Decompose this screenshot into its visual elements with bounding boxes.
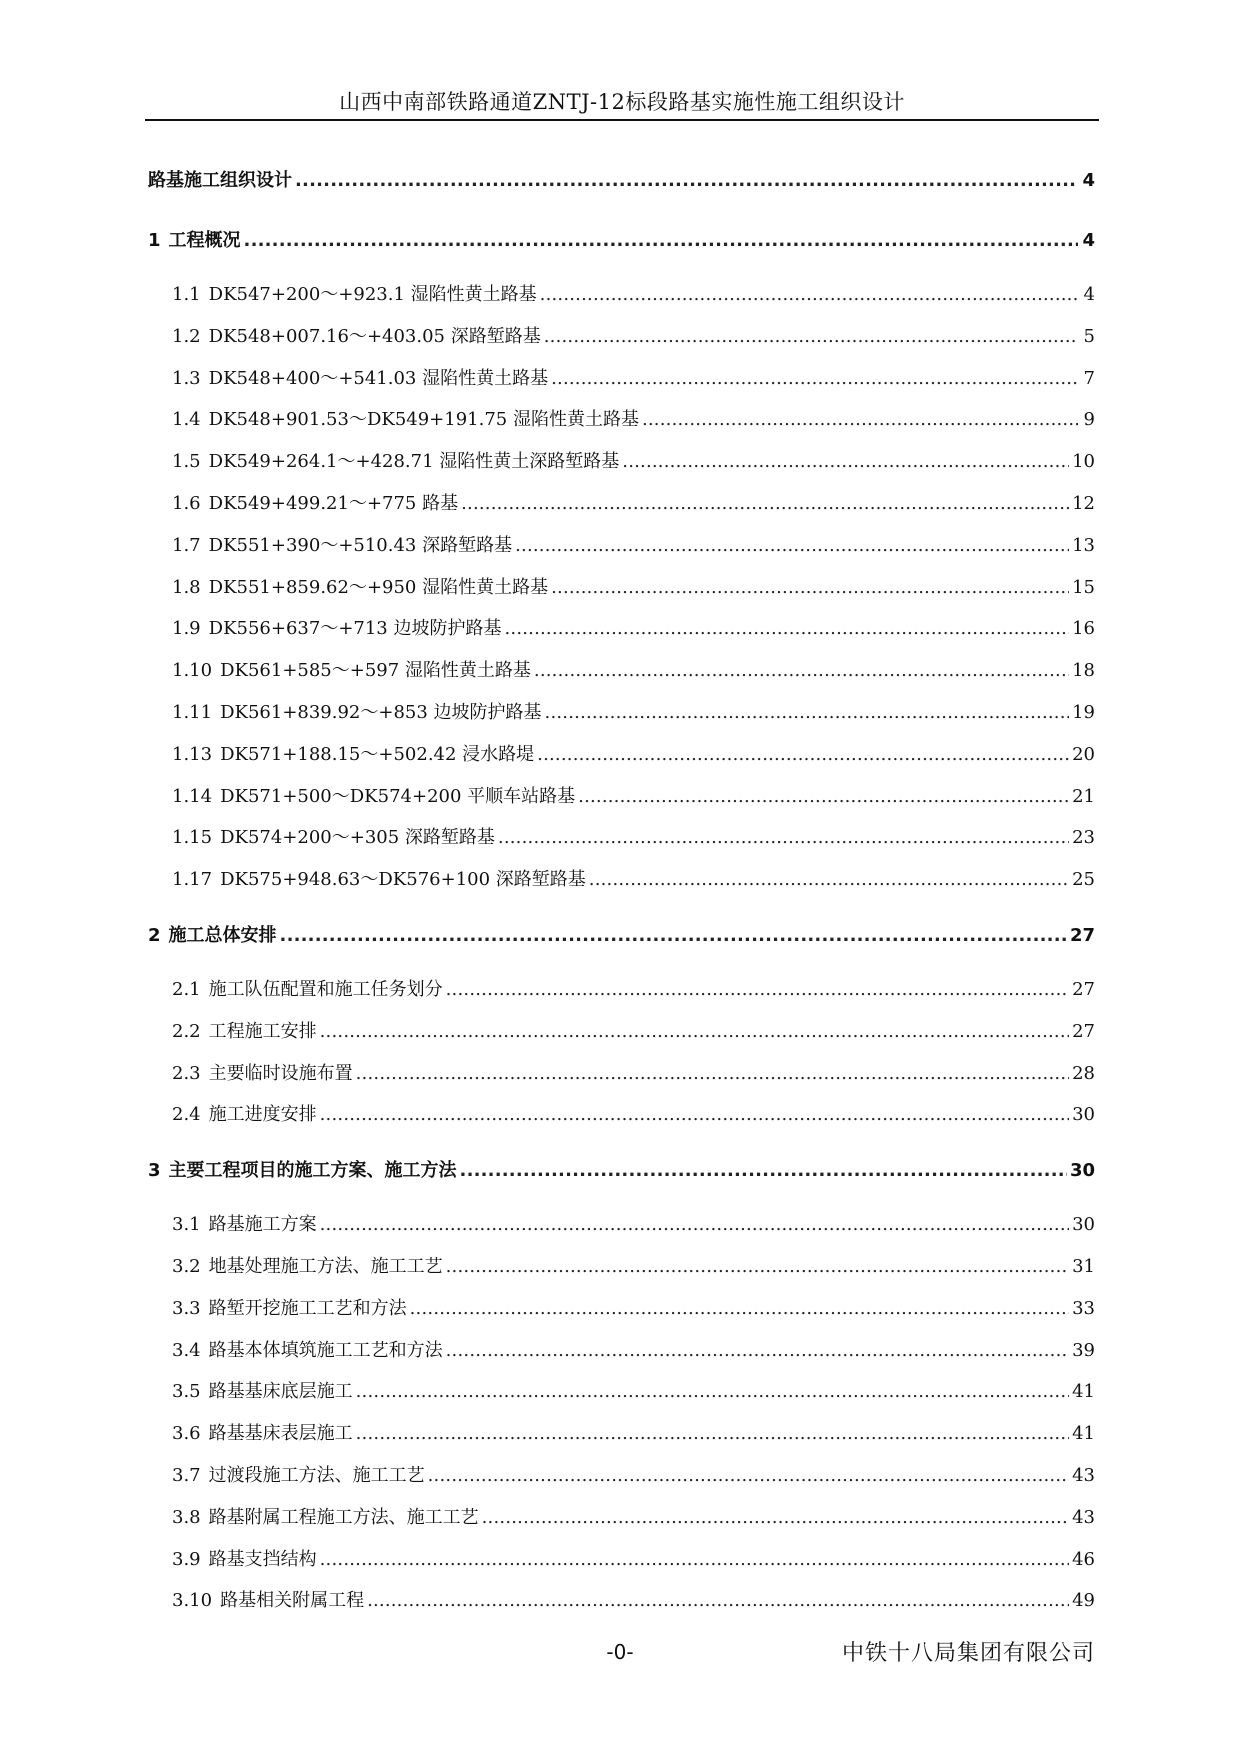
toc-section-entry[interactable]: [148, 1336, 1095, 1378]
toc-entry-title: 路堑开挖施工工艺和方法: [208, 1297, 407, 1319]
toc-dot-leader: [280, 925, 1067, 946]
toc-entry-number: 3.10: [172, 1590, 213, 1612]
toc-entry-number: 1.14: [172, 785, 213, 807]
toc-section-entry[interactable]: [148, 447, 1095, 489]
toc-entry-number: 3.1: [172, 1214, 201, 1236]
toc-dot-leader: [410, 1298, 1069, 1319]
toc-dot-leader: [482, 1507, 1069, 1528]
toc-entry-title: DK561+585～+597 湿陷性黄土路基: [220, 660, 531, 682]
toc-dot-leader: [446, 1340, 1069, 1361]
toc-dot-leader: [589, 869, 1069, 890]
toc-entry-number: 1.1: [172, 284, 201, 305]
toc-entry-title: DK551+859.62～+950 湿陷性黄土路基: [208, 576, 549, 598]
toc-entry-title: 工程概况: [168, 230, 241, 251]
toc-entry-number: 2.3: [172, 1062, 201, 1084]
toc-entry-title: 施工进度安排: [208, 1104, 317, 1126]
toc-entry-page: 4: [1083, 284, 1095, 305]
toc-entry-title: DK549+499.21～+775 路基: [208, 492, 459, 514]
toc-entry-page: 21: [1072, 785, 1095, 807]
toc-section-entry[interactable]: [148, 405, 1095, 447]
toc-entry-title: 地基处理施工方法、施工工艺: [208, 1255, 443, 1277]
toc-entry-page: 33: [1072, 1297, 1095, 1319]
toc-entry-number: 3.5: [172, 1381, 201, 1403]
toc-entry-title: DK548+400～+541.03 湿陷性黄土路基: [208, 367, 549, 389]
toc-dot-leader: [551, 368, 1078, 389]
toc-entry-number: 1.10: [172, 660, 213, 682]
toc-entry-title: 路基施工方案: [208, 1214, 317, 1236]
toc-entry-title: DK556+637～+713 边坡防护路基: [208, 618, 502, 640]
toc-entry-number: 3.9: [172, 1548, 201, 1570]
toc-dot-leader: [540, 284, 1078, 305]
toc-spacer: [148, 907, 1095, 915]
toc-dot-leader: [428, 1465, 1069, 1486]
page-number: -0-: [606, 1640, 634, 1664]
toc-entry-title: 过渡段施工方法、施工工艺: [208, 1464, 425, 1486]
toc-entry-page: 27: [1072, 978, 1095, 1000]
toc-section-entry[interactable]: [148, 656, 1095, 698]
toc-section-entry[interactable]: [148, 280, 1095, 322]
toc-entry-page: 30: [1072, 1104, 1095, 1126]
toc-entry-title: 工程施工安排: [208, 1020, 317, 1042]
toc-chapter-entry[interactable]: [148, 160, 1095, 220]
toc-entry-number: 3.3: [172, 1297, 201, 1319]
toc-section-entry[interactable]: [148, 364, 1095, 406]
toc-entry-title: 施工总体安排: [168, 924, 277, 946]
toc-section-entry[interactable]: [148, 1210, 1095, 1252]
toc-section-entry[interactable]: [148, 1100, 1095, 1142]
toc-entry-page: 12: [1072, 492, 1095, 514]
toc-entry-page: 28: [1072, 1062, 1095, 1084]
toc-entry-number: 1.11: [172, 701, 213, 723]
toc-entry-page: 43: [1072, 1506, 1095, 1528]
toc-dot-leader: [320, 1214, 1069, 1235]
toc-section-entry[interactable]: [148, 1017, 1095, 1059]
toc-entry-number: 1.8: [172, 576, 201, 598]
toc-section-entry[interactable]: [148, 975, 1095, 1017]
toc-dot-leader: [551, 577, 1069, 598]
toc-section-entry[interactable]: [148, 1586, 1095, 1628]
toc-entry-page: 27: [1072, 1020, 1095, 1042]
toc-dot-leader: [545, 702, 1070, 723]
toc-section-entry[interactable]: [148, 782, 1095, 824]
toc-entry-page: 16: [1072, 618, 1095, 640]
toc-entry-page: 4: [1082, 170, 1095, 191]
toc-dot-leader: [356, 1423, 1069, 1444]
toc-chapter-entry[interactable]: [148, 1150, 1095, 1210]
toc-dot-leader: [295, 170, 1078, 191]
toc-section-entry[interactable]: [148, 322, 1095, 364]
toc-entry-page: 27: [1069, 924, 1095, 946]
toc-dot-leader: [446, 979, 1069, 1000]
toc-entry-number: 3.6: [172, 1423, 201, 1445]
toc-spacer: [148, 1142, 1095, 1150]
toc-section-entry[interactable]: [148, 823, 1095, 865]
toc-entry-number: 3.7: [172, 1464, 201, 1486]
toc-entry-page: 7: [1083, 367, 1095, 389]
toc-dot-leader: [504, 618, 1069, 639]
toc-entry-title: 施工队伍配置和施工任务划分: [208, 978, 443, 1000]
toc-entry-number: 1.15: [172, 827, 213, 849]
toc-section-entry[interactable]: [148, 614, 1095, 656]
toc-entry-page: 9: [1083, 409, 1095, 431]
toc-entry-number: 3.4: [172, 1339, 201, 1361]
toc-entry-title: DK571+500～DK574+200 平顺车站路基: [220, 785, 576, 807]
toc-entry-number: 1.4: [172, 409, 201, 431]
toc-entry-number: 1.6: [172, 492, 201, 514]
toc-section-entry[interactable]: [148, 1461, 1095, 1503]
toc-section-entry[interactable]: [148, 573, 1095, 615]
toc-entry-page: 46: [1072, 1548, 1095, 1570]
toc-entry-number: 2.4: [172, 1104, 201, 1126]
toc-entry-page: 30: [1069, 1160, 1095, 1182]
toc-entry-title: 路基支挡结构: [208, 1548, 317, 1570]
toc-entry-number: 1.3: [172, 367, 201, 389]
toc-dot-leader: [544, 326, 1078, 347]
toc-section-entry[interactable]: [148, 531, 1095, 573]
toc-entry-page: 43: [1072, 1464, 1095, 1486]
toc-dot-leader: [498, 827, 1069, 848]
toc-entry-page: 10: [1072, 451, 1095, 473]
toc-dot-leader: [446, 1256, 1069, 1277]
toc-entry-page: 49: [1072, 1590, 1095, 1612]
toc-entry-page: 19: [1072, 701, 1095, 723]
toc-dot-leader: [461, 493, 1069, 514]
toc-section-entry[interactable]: [148, 1252, 1095, 1294]
toc-entry-number: 2.2: [172, 1020, 201, 1042]
toc-entry-title: 主要临时设施布置: [208, 1062, 353, 1084]
toc-entry-page: 18: [1072, 660, 1095, 682]
toc-entry-number: 2: [148, 924, 161, 946]
toc-entry-title: 路基施工组织设计: [148, 170, 292, 191]
toc-dot-leader: [622, 451, 1069, 472]
toc-entry-title: 路基本体填筑施工工艺和方法: [208, 1339, 443, 1361]
toc-section-entry[interactable]: [148, 865, 1095, 907]
toc-section-entry[interactable]: [148, 1419, 1095, 1461]
toc-entry-title: 路基附属工程施工方法、施工工艺: [208, 1506, 479, 1528]
toc-dot-leader: [515, 535, 1069, 556]
toc-section-entry[interactable]: [148, 1545, 1095, 1587]
toc-entry-title: 主要工程项目的施工方案、施工方法: [168, 1160, 457, 1182]
toc-entry-title: DK575+948.63～DK576+100 深路堑路基: [220, 869, 586, 891]
toc-entry-number: 3.2: [172, 1255, 201, 1277]
toc-dot-leader: [460, 1160, 1067, 1181]
toc-dot-leader: [578, 786, 1069, 807]
toc-dot-leader: [534, 660, 1069, 681]
toc-dot-leader: [320, 1021, 1069, 1042]
toc-dot-leader: [537, 744, 1069, 765]
toc-entry-number: 3.8: [172, 1506, 201, 1528]
toc-dot-leader: [320, 1549, 1069, 1570]
toc-entry-page: 30: [1072, 1214, 1095, 1236]
toc-chapter-entry[interactable]: [148, 220, 1095, 280]
toc-entry-page: 31: [1072, 1255, 1095, 1277]
toc-entry-title: DK548+901.53～DK549+191.75 湿陷性黄土路基: [208, 409, 639, 431]
company-name: 中铁十八局集团有限公司: [841, 1641, 1095, 1666]
toc-entry-number: 1.5: [172, 451, 201, 473]
toc-entry-page: 25: [1072, 869, 1095, 891]
toc-entry-number: 1.17: [172, 869, 213, 891]
toc-entry-title: DK551+390～+510.43 深路堑路基: [208, 534, 513, 556]
toc-entry-title: 路基相关附属工程: [220, 1590, 365, 1612]
toc-entry-number: 1.9: [172, 618, 201, 640]
toc-entry-number: 1.7: [172, 534, 201, 556]
toc-section-entry[interactable]: [148, 489, 1095, 531]
toc-entry-title: 路基基床表层施工: [208, 1423, 353, 1445]
toc-entry-page: 4: [1082, 230, 1095, 251]
toc-entry-page: 13: [1072, 534, 1095, 556]
toc-entry-page: 15: [1072, 576, 1095, 598]
toc-entry-title: DK549+264.1～+428.71 湿陷性黄土深路堑路基: [208, 451, 620, 473]
table-of-contents: [148, 160, 1095, 1628]
toc-dot-leader: [244, 230, 1078, 251]
toc-section-entry[interactable]: [148, 1059, 1095, 1101]
toc-entry-number: 3: [148, 1160, 161, 1182]
header-rule: [145, 119, 1099, 121]
toc-entry-title: DK547+200～+923.1 湿陷性黄土路基: [208, 284, 537, 305]
toc-entry-title: DK548+007.16～+403.05 深路堑路基: [208, 325, 541, 347]
toc-section-entry[interactable]: [148, 1503, 1095, 1545]
toc-dot-leader: [356, 1063, 1069, 1084]
toc-entry-title: DK574+200～+305 深路堑路基: [220, 827, 495, 849]
running-header: 山西中南部铁路通道ZNTJ-12标段路基实施性施工组织设计: [339, 90, 905, 114]
toc-section-entry[interactable]: [148, 1377, 1095, 1419]
toc-entry-page: 5: [1083, 325, 1095, 347]
toc-entry-title: DK561+839.92～+853 边坡防护路基: [220, 701, 542, 723]
toc-entry-page: 41: [1072, 1423, 1095, 1445]
toc-dot-leader: [356, 1381, 1069, 1402]
toc-entry-page: 39: [1072, 1339, 1095, 1361]
toc-entry-number: 2.1: [172, 978, 201, 1000]
toc-entry-number: 1: [148, 230, 161, 251]
toc-chapter-entry[interactable]: [148, 915, 1095, 975]
toc-dot-leader: [320, 1104, 1069, 1125]
toc-section-entry[interactable]: [148, 740, 1095, 782]
toc-entry-number: 1.2: [172, 325, 201, 347]
toc-section-entry[interactable]: [148, 698, 1095, 740]
toc-entry-number: 1.13: [172, 743, 213, 765]
toc-entry-title: 路基基床底层施工: [208, 1381, 353, 1403]
toc-entry-page: 23: [1072, 827, 1095, 849]
toc-dot-leader: [367, 1590, 1069, 1611]
toc-entry-title: DK571+188.15～+502.42 浸水路堤: [220, 743, 535, 765]
toc-section-entry[interactable]: [148, 1294, 1095, 1336]
toc-dot-leader: [642, 409, 1078, 430]
toc-entry-page: 41: [1072, 1381, 1095, 1403]
toc-entry-page: 20: [1072, 743, 1095, 765]
